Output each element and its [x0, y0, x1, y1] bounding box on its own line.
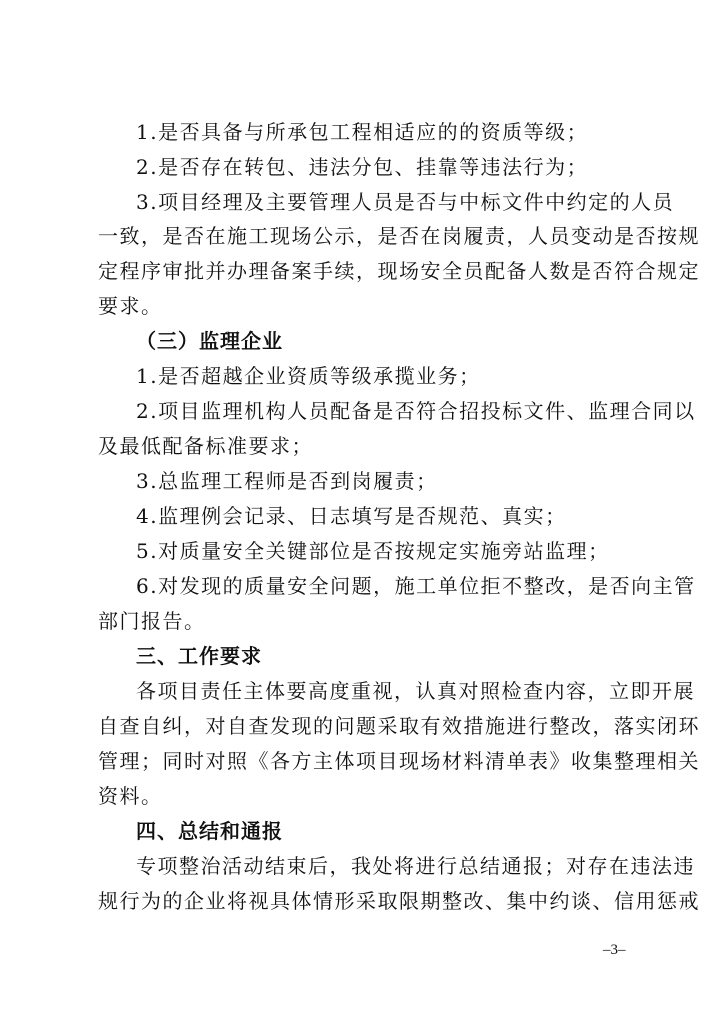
paragraph-line: 3.总监理工程师是否到岗履责；: [136, 469, 438, 493]
paragraph-line: 部门报告。: [98, 609, 206, 633]
paragraph-line: 一致，是否在施工现场公示，是否在岗履责，人员变动是否按规: [98, 224, 700, 248]
paragraph-line: 6.对发现的质量安全问题，施工单位拒不整改，是否向主管: [136, 574, 696, 598]
paragraph-line: 规行为的企业将视具体情形采取限期整改、集中约谈、信用惩戒: [98, 889, 700, 913]
paragraph-line: 定程序审批并办理备案手续，现场安全员配备人数是否符合规定: [98, 259, 700, 283]
paragraph-line: 3.项目经理及主要管理人员是否与中标文件中约定的人员: [136, 190, 675, 214]
section-heading: （三）监理企业: [136, 329, 283, 353]
paragraph-line: 各项目责任主体要高度重视，认真对照检查内容，立即开展: [136, 679, 695, 703]
paragraph-line: 1.是否超越企业资质等级承揽业务；: [136, 364, 481, 388]
page-number: –3–: [603, 942, 626, 958]
paragraph-line: 资料。: [98, 784, 163, 808]
paragraph-line: 2.项目监理机构人员配备是否符合招投标文件、监理合同以: [136, 399, 696, 423]
paragraph-line: 4.监理例会记录、日志填写是否规范、真实；: [136, 504, 567, 528]
paragraph-line: 自查自纠，对自查发现的问题采取有效措施进行整改，落实闭环: [98, 714, 700, 738]
paragraph-line: 管理；同时对照《各方主体项目现场材料清单表》收集整理相关: [98, 749, 700, 773]
paragraph-line: 1.是否具备与所承包工程相适应的的资质等级；: [136, 120, 589, 144]
paragraph-line: 5.对质量安全关键部位是否按规定实施旁站监理；: [136, 539, 610, 563]
section-heading: 三、工作要求: [136, 644, 262, 668]
paragraph-line: 要求。: [98, 294, 163, 318]
paragraph-line: 专项整治活动结束后，我处将进行总结通报；对存在违法违: [136, 854, 695, 878]
paragraph-line: 2.是否存在转包、违法分包、挂靠等违法行为；: [136, 155, 589, 179]
section-heading: 四、总结和通报: [136, 819, 283, 843]
paragraph-line: 及最低配备标准要求；: [98, 434, 313, 458]
